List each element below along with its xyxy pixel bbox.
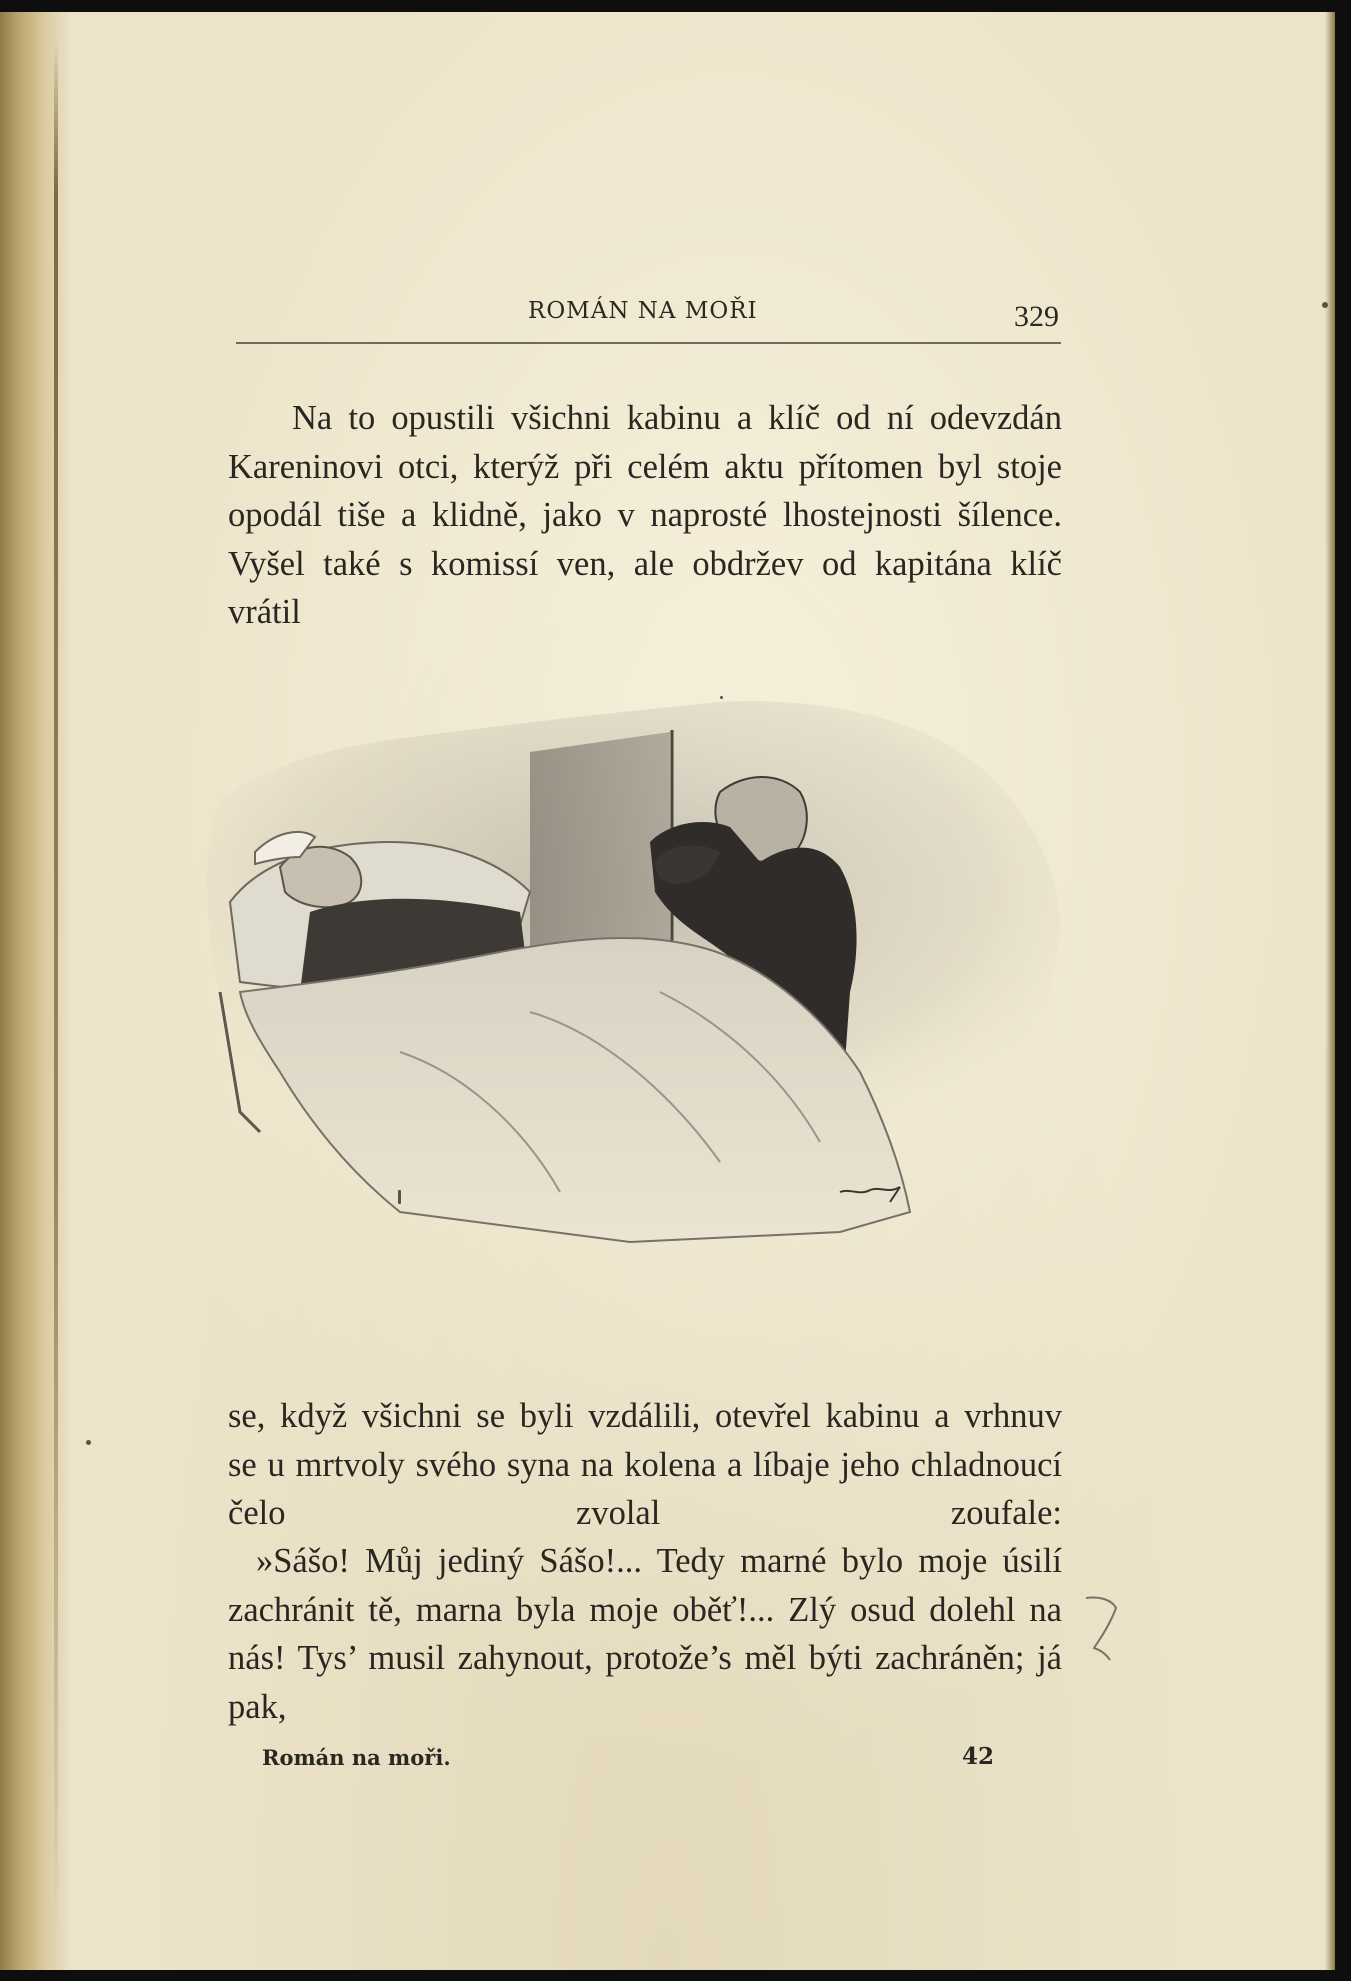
signature-mark: Román na moři. [262, 1745, 451, 1770]
speck [398, 1190, 401, 1204]
speck [86, 1440, 91, 1445]
header-rule [236, 342, 1061, 344]
paragraph-1: Na to opustili všichni kabinu a klíč od ní odevzdán Kareninovi otci, kterýž při celém aktu přítomen byl stoje opodál tiše a klidně, jako v naprosté lhostejnosti šílence. Vyšel také s komissí ven, ale obdržev od kapitána klíč vrátil [228, 399, 1062, 631]
speck [720, 696, 723, 699]
paragraph-3: »Sášo! Můj jediný Sášo!... Tedy marné bylo moje úsilí zachránit tě, marna byla moje oběť!... Zlý osud dolehl na nás! Tys’ musil zahynout, protože’s měl býti zachráněn; já pak, [228, 1542, 1062, 1726]
page-header [236, 298, 1061, 346]
book-page [0, 12, 1335, 1970]
page-number: 329 [1014, 300, 1059, 333]
illustration-engraving [200, 692, 1080, 1332]
illustration [200, 692, 1080, 1332]
page-footer [262, 1745, 1002, 1785]
speck [1322, 302, 1328, 308]
paragraph-2: se, když všichni se byli vzdálili, otevřel kabinu a vrhnuv se u mrtvoly svého syna na kolena a líbaje jeho chladnoucí čelo zvolal zoufale: [228, 1397, 1062, 1532]
pencil-mark [1080, 1590, 1126, 1670]
sheet-number: 42 [962, 1743, 995, 1770]
binding-gutter [0, 12, 72, 1970]
running-title: ROMÁN NA MOŘI [528, 298, 758, 324]
binding-crease [54, 42, 58, 1932]
